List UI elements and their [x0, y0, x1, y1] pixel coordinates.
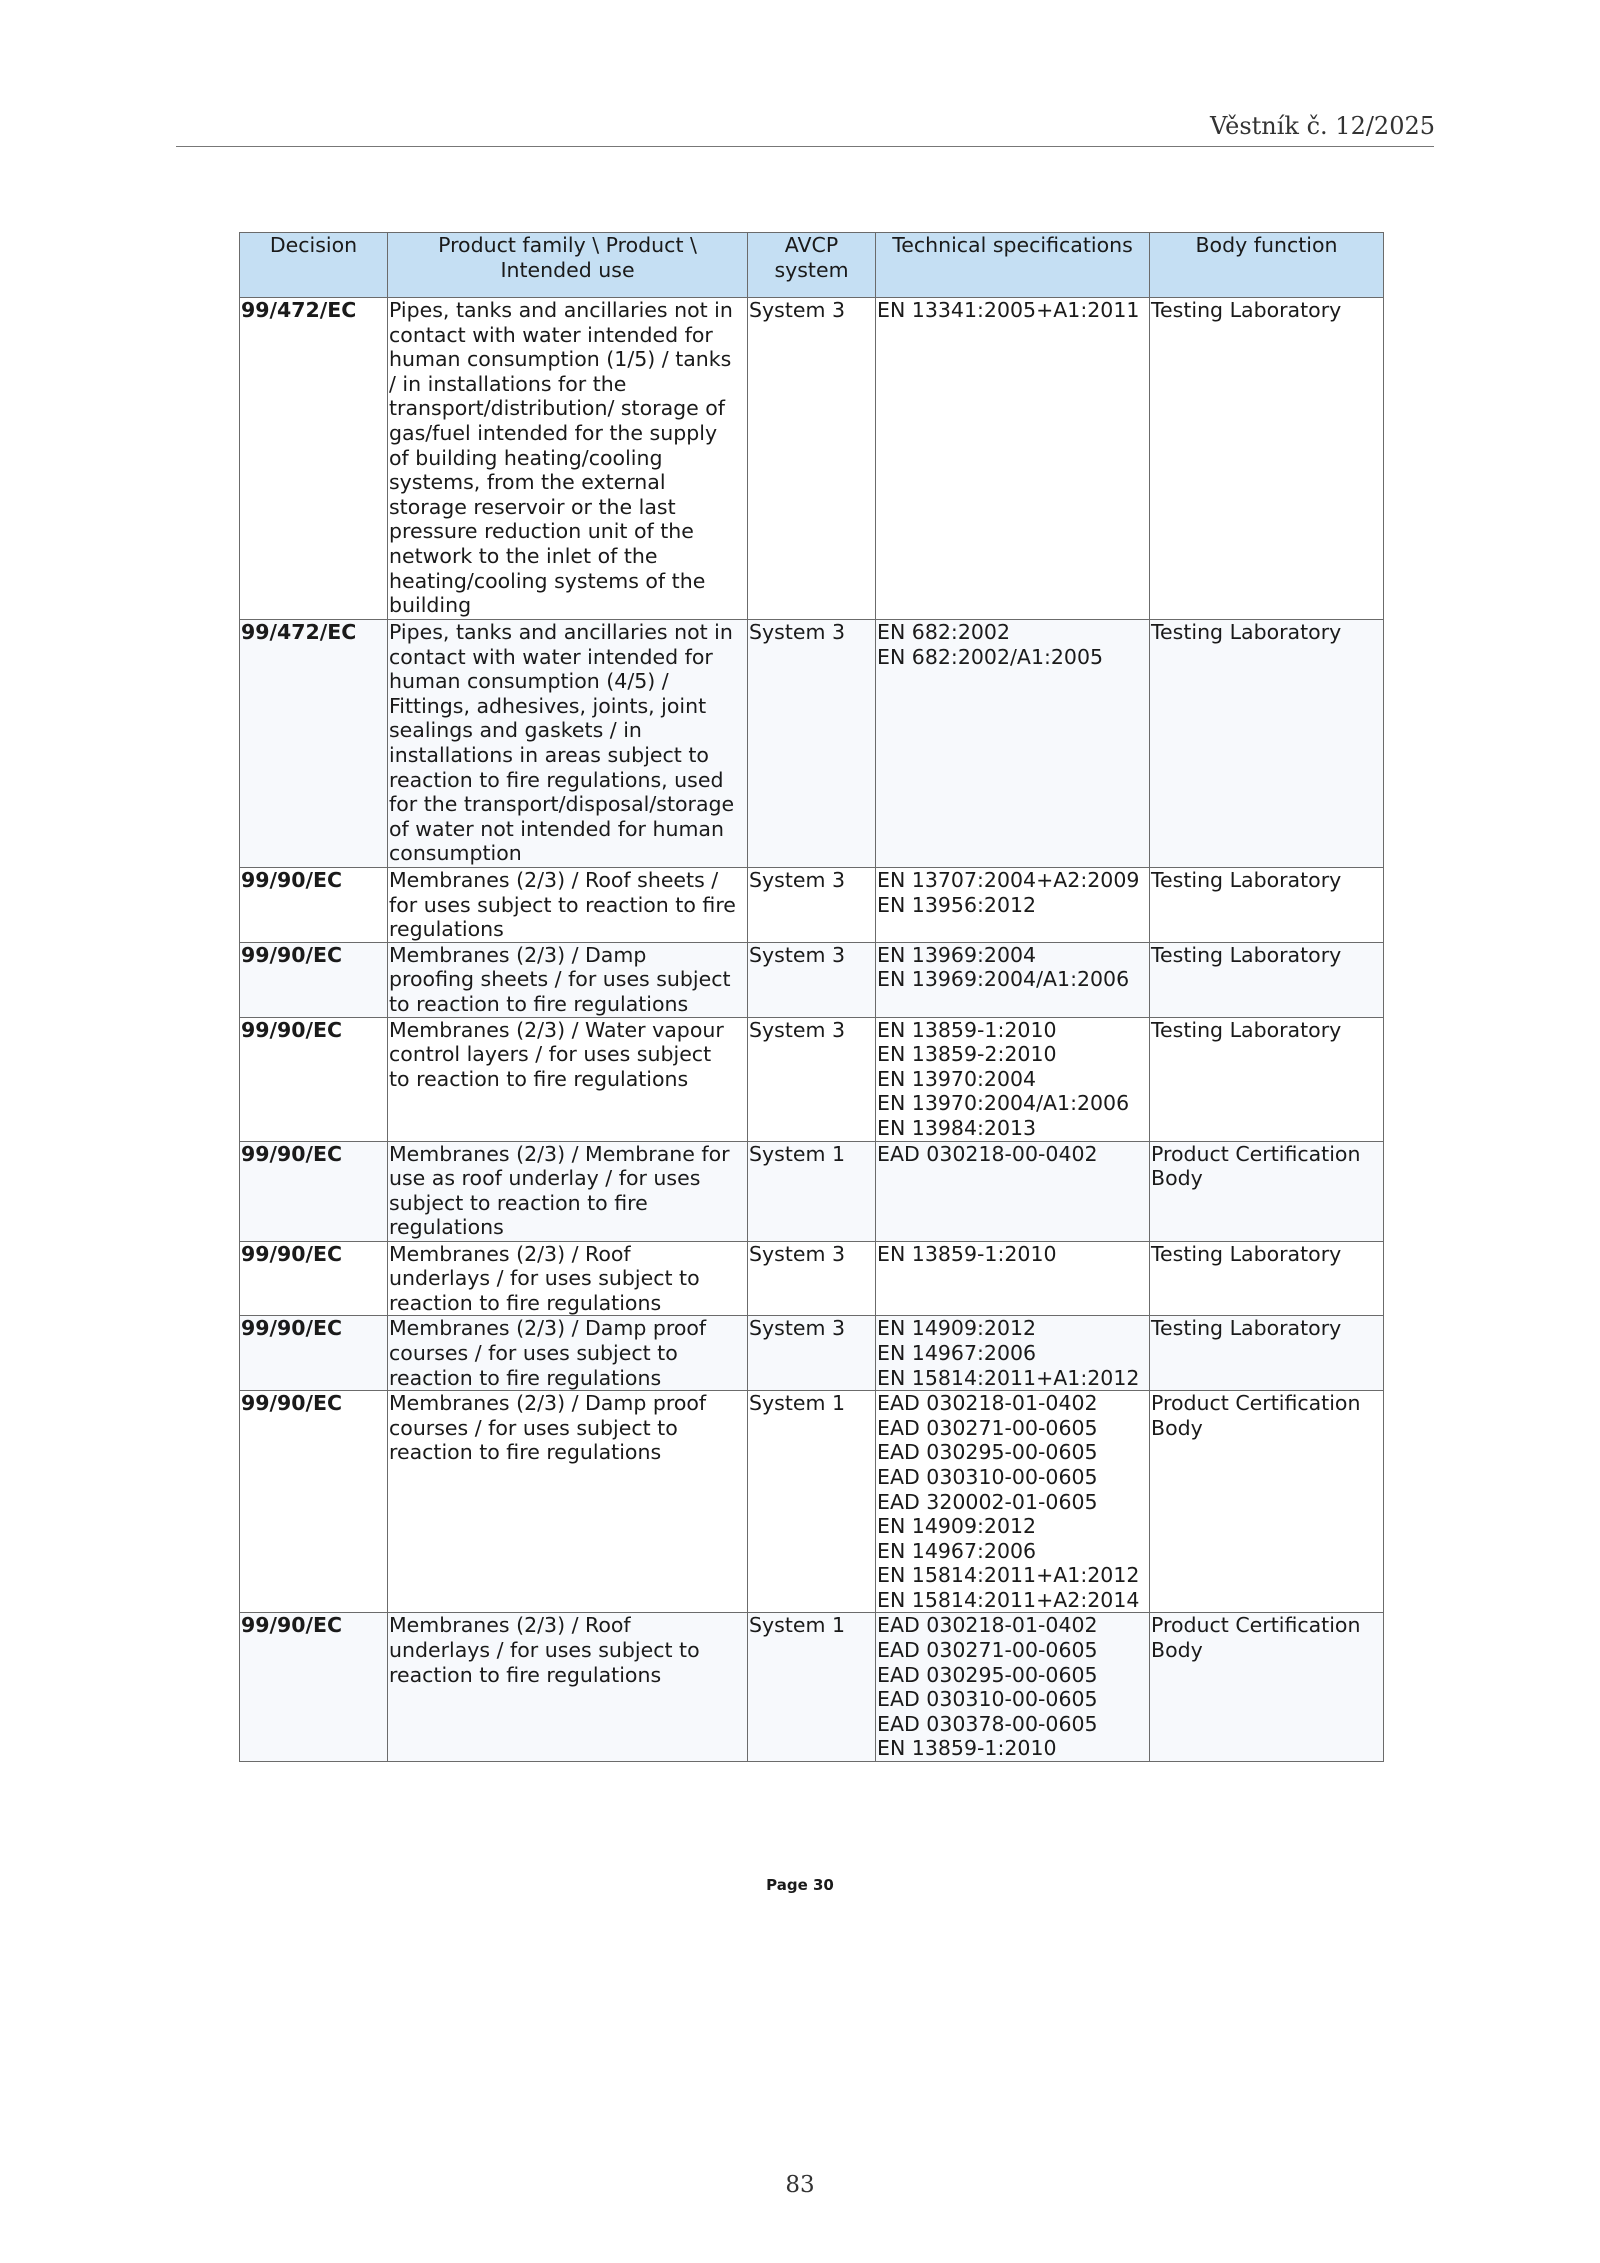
table-row — [240, 1141, 1384, 1241]
spec-item: EAD 030378-00-0605 — [877, 1711, 1098, 1736]
column-header: AVCP system — [748, 233, 876, 298]
avcp-cell: System 3 — [748, 1241, 876, 1316]
product-cell: Membranes (2/3) / Roof underlays / for uses subject to reaction to fire regulations — [388, 1241, 748, 1316]
decision-cell: 99/472/EC — [240, 620, 388, 868]
decision-cell: 99/90/EC — [240, 1241, 388, 1316]
avcp-cell: System 3 — [748, 868, 876, 943]
spec-item: EN 13341:2005+A1:2011 — [877, 298, 1140, 322]
table-row — [240, 620, 1384, 868]
specs-cell — [876, 868, 1150, 943]
spec-item: EN 15814:2011+A1:2012 — [877, 1563, 1140, 1588]
spec-item: EAD 030295-00-0605 — [877, 1440, 1098, 1465]
product-cell: Membranes (2/3) / Damp proofing sheets / for uses subject to reaction to fire regulations — [388, 942, 748, 1017]
product-cell: Membranes (2/3) / Roof sheets / for uses subject to reaction to fire regulations — [388, 868, 748, 943]
specs-cell — [876, 1316, 1150, 1391]
body-function-cell: Testing Laboratory — [1150, 1316, 1384, 1391]
spec-item: EAD 030218-00-0402 — [877, 1141, 1098, 1166]
spec-item: EN 13859-1:2010 — [877, 1736, 1057, 1761]
table-row — [240, 942, 1384, 1017]
spec-item: EAD 030295-00-0605 — [877, 1662, 1098, 1687]
product-cell: Membranes (2/3) / Damp proof courses / for uses subject to reaction to fire regulations — [388, 1316, 748, 1391]
spec-item: EN 14967:2006 — [877, 1340, 1037, 1365]
avcp-cell: System 1 — [748, 1613, 876, 1762]
spec-item: EN 13969:2004 — [877, 942, 1037, 967]
avcp-cell: System 1 — [748, 1141, 876, 1241]
spec-item: EN 682:2002/A1:2005 — [877, 644, 1104, 669]
column-header: Decision — [240, 233, 388, 298]
table-row — [240, 1391, 1384, 1613]
specs-cell — [876, 1017, 1150, 1141]
spec-item: EN 13707:2004+A2:2009 — [877, 868, 1140, 892]
spec-item: EAD 030218-01-0402 — [877, 1613, 1098, 1638]
header-rule — [176, 146, 1434, 147]
decision-cell: 99/90/EC — [240, 1613, 388, 1762]
specs-cell — [876, 298, 1150, 620]
spec-item: EN 13969:2004/A1:2006 — [877, 967, 1130, 992]
decision-cell: 99/90/EC — [240, 868, 388, 943]
specs-cell — [876, 942, 1150, 1017]
avcp-cell: System 3 — [748, 620, 876, 868]
body-function-cell: Testing Laboratory — [1150, 1241, 1384, 1316]
decision-cell: 99/90/EC — [240, 1391, 388, 1613]
spec-item: EN 14967:2006 — [877, 1538, 1037, 1563]
specs-cell — [876, 1241, 1150, 1316]
product-cell: Membranes (2/3) / Damp proof courses / for uses subject to reaction to fire regulations — [388, 1391, 748, 1613]
spec-item: EN 13859-2:2010 — [877, 1042, 1057, 1067]
body-function-cell: Testing Laboratory — [1150, 298, 1384, 620]
table-row — [240, 1241, 1384, 1316]
decision-cell: 99/90/EC — [240, 1141, 388, 1241]
spec-item: EN 13859-1:2010 — [877, 1241, 1057, 1266]
avcp-cell: System 3 — [748, 1316, 876, 1391]
spec-item: EAD 030310-00-0605 — [877, 1687, 1098, 1712]
body-function-cell: Testing Laboratory — [1150, 1017, 1384, 1141]
spec-item: EN 15814:2011+A1:2012 — [877, 1365, 1140, 1390]
specs-cell — [876, 1141, 1150, 1241]
body-function-cell: Product Certification Body — [1150, 1391, 1384, 1613]
page-label: Page 30 — [766, 1876, 834, 1894]
spec-item: EN 14909:2012 — [877, 1316, 1037, 1341]
product-cell: Membranes (2/3) / Roof underlays / for uses subject to reaction to fire regulations — [388, 1613, 748, 1762]
product-cell: Membranes (2/3) / Membrane for use as roof underlay / for uses subject to reaction to fire regulations — [388, 1141, 748, 1241]
spec-item: EAD 030310-00-0605 — [877, 1464, 1098, 1489]
decision-cell: 99/90/EC — [240, 1017, 388, 1141]
table-row — [240, 1613, 1384, 1762]
spec-item: EAD 320002-01-0605 — [877, 1489, 1098, 1514]
product-cell: Membranes (2/3) / Water vapour control layers / for uses subject to reaction to fire regulations — [388, 1017, 748, 1141]
spec-item: EAD 030271-00-0605 — [877, 1415, 1098, 1440]
spec-item: EN 13956:2012 — [877, 892, 1037, 917]
specs-cell — [876, 1391, 1150, 1613]
body-function-cell: Product Certification Body — [1150, 1613, 1384, 1762]
decision-cell: 99/472/EC — [240, 298, 388, 620]
spec-item: EN 13984:2013 — [877, 1115, 1037, 1140]
spec-item: EAD 030271-00-0605 — [877, 1638, 1098, 1663]
body-function-cell: Testing Laboratory — [1150, 868, 1384, 943]
table-row — [240, 298, 1384, 620]
decision-cell: 99/90/EC — [240, 1316, 388, 1391]
table-row — [240, 868, 1384, 943]
table-row — [240, 1017, 1384, 1141]
avcp-cell: System 3 — [748, 298, 876, 620]
table-row — [240, 1316, 1384, 1391]
avcp-cell: System 3 — [748, 942, 876, 1017]
spec-item: EAD 030218-01-0402 — [877, 1391, 1098, 1416]
specs-cell — [876, 620, 1150, 868]
table-header-row — [240, 233, 1384, 298]
page-number: 83 — [785, 2172, 815, 2198]
spec-item: EN 13970:2004/A1:2006 — [877, 1091, 1130, 1116]
body-function-cell: Testing Laboratory — [1150, 620, 1384, 868]
product-cell: Pipes, tanks and ancillaries not in contact with water intended for human consumption (1/5) / tanks / in installations for the transport/distribution/ storage of gas/fuel intended for the supply of building heating/cooling systems, from the external storage reservoir or the last pressure reduction unit of the network to the inlet of the heating/cooling systems of the building — [388, 298, 748, 620]
spec-table — [239, 232, 1384, 1762]
spec-item: EN 13970:2004 — [877, 1066, 1037, 1091]
spec-item: EN 13859-1:2010 — [877, 1017, 1057, 1042]
column-header: Technical specifications — [876, 233, 1150, 298]
body-function-cell: Product Certification Body — [1150, 1141, 1384, 1241]
column-header: Product family \ Product \ Intended use — [388, 233, 748, 298]
body-function-cell: Testing Laboratory — [1150, 942, 1384, 1017]
spec-item: EN 14909:2012 — [877, 1514, 1037, 1539]
specs-cell — [876, 1613, 1150, 1762]
avcp-cell: System 3 — [748, 1017, 876, 1141]
spec-item: EN 15814:2011+A2:2014 — [877, 1587, 1140, 1612]
product-cell: Pipes, tanks and ancillaries not in contact with water intended for human consumption (4/5) / Fittings, adhesives, joints, joint sealings and gaskets / in installations in areas subject to reaction to fire regulations, used for the transport/disposal/storage of water not intended for human consumption — [388, 620, 748, 868]
running-header: Věstník č. 12/2025 — [1210, 112, 1435, 140]
spec-item: EN 682:2002 — [877, 620, 1011, 644]
column-header: Body function — [1150, 233, 1384, 298]
decision-cell: 99/90/EC — [240, 942, 388, 1017]
table-body — [240, 298, 1384, 1762]
avcp-cell: System 1 — [748, 1391, 876, 1613]
